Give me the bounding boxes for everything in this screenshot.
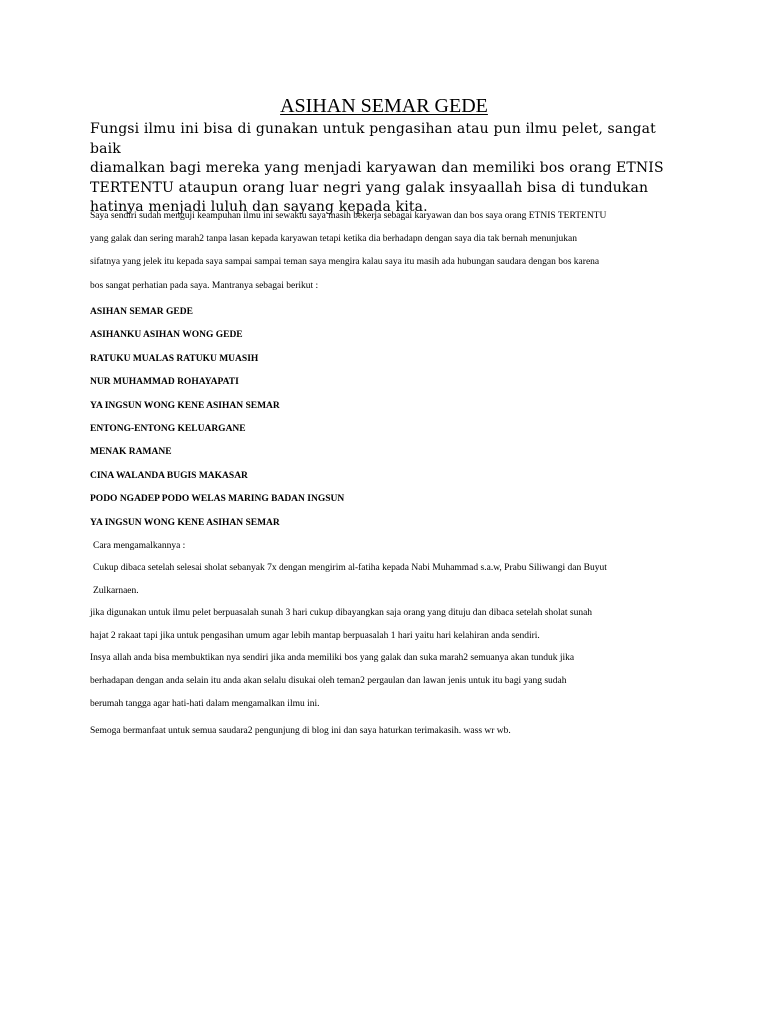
- intro-paragraph: [90, 120, 670, 218]
- mantra-list: [90, 301, 690, 535]
- experience-paragraph: [90, 205, 690, 298]
- mantra-line: YA INGSUN WONG KENE ASIHAN SEMAR: [90, 400, 280, 411]
- paragraph-line: berumah tangga agar hati-hati dalam mengamalkan ilmu ini.: [90, 699, 320, 710]
- paragraph-line: bos sangat perhatian pada saya. Mantranya sebagai berikut :: [90, 280, 319, 291]
- paragraph-line: berhadapan dengan anda selain itu anda akan selalu disukai oleh teman2 pergaulan dan lawan jenis untuk itu bagi yang sudah: [90, 676, 567, 687]
- mantra-line: NUR MUHAMMAD ROHAYAPATI: [90, 377, 239, 388]
- paragraph-line: Saya sendiri sudah menguji keampuhan ilmu ini sewaktu saya masih bekerja sebagai karyawan dan bos saya orang ETNIS TERTENTU: [90, 211, 607, 221]
- mantra-line: ASIHANKU ASIHAN WONG GEDE: [90, 330, 243, 341]
- mantra-line: YA INGSUN WONG KENE ASIHAN SEMAR: [90, 517, 280, 528]
- intro-line: diamalkan bagi mereka yang menjadi karyawan dan memiliki bos orang ETNIS: [90, 160, 664, 177]
- mantra-line: MENAK RAMANE: [90, 447, 172, 458]
- intro-line: TERTENTU ataupun orang luar negri yang galak insyaallah bisa di tundukan: [90, 179, 649, 196]
- mantra-line: ENTONG-ENTONG KELUARGANE: [90, 424, 246, 435]
- result-paragraph: [90, 647, 690, 717]
- intro-line: hatinya menjadi luluh dan sayang kepada kita.: [90, 199, 428, 216]
- paragraph-line: Zulkarnaen.: [93, 586, 139, 597]
- intro-line: Fungsi ilmu ini bisa di gunakan untuk pengasihan atau pun ilmu pelet, sangat baik: [90, 121, 656, 157]
- cara-heading: Cara mengamalkannya :: [93, 541, 186, 551]
- pelet-paragraph: [90, 602, 690, 648]
- paragraph-line: sifatnya yang jelek itu kepada saya sampai sampai teman saya mengira kalau saya itu masih ada hubungan saudara dengan bos karena: [90, 257, 600, 268]
- paragraph-line: yang galak dan sering marah2 tanpa lasan kepada karyawan tetapi ketika dia berhadapn dengan saya dia tak bernah menunjukan: [90, 234, 577, 245]
- mantra-line: RATUKU MUALAS RATUKU MUASIH: [90, 353, 259, 364]
- paragraph-line: hajat 2 rakaat tapi jika untuk pengasihan umum agar lebih mantap berpuasalah 1 hari yaitu hari kelahiran anda sendiri.: [90, 631, 540, 642]
- mantra-line: PODO NGADEP PODO WELAS MARING BADAN INGSUN: [90, 494, 345, 505]
- closing-paragraph: Semoga bermanfaat untuk semua saudara2 pengunjung di blog ini dan saya haturkan terimakasih. wass wr wb.: [90, 726, 511, 736]
- mantra-line: CINA WALANDA BUGIS MAKASAR: [90, 470, 248, 481]
- document-title: ASIHAN SEMAR GEDE: [280, 95, 488, 117]
- paragraph-line: jika digunakan untuk ilmu pelet berpuasalah sunah 3 hari cukup dibayangkan saja orang yang dituju dan dibaca setelah sholat sunah: [90, 608, 593, 618]
- mantra-line: ASIHAN SEMAR GEDE: [90, 307, 193, 317]
- paragraph-line: Cukup dibaca setelah selesai sholat sebanyak 7x dengan mengirim al-fatiha kepada Nabi Muhammad s.a.w, Prabu Siliwangi dan Buyut: [93, 563, 607, 573]
- paragraph-line: Insya allah anda bisa membuktikan nya sendiri jika anda memiliki bos yang galak dan suka marah2 semuanya akan tunduk jika: [90, 653, 575, 663]
- practice-paragraph: [90, 557, 693, 603]
